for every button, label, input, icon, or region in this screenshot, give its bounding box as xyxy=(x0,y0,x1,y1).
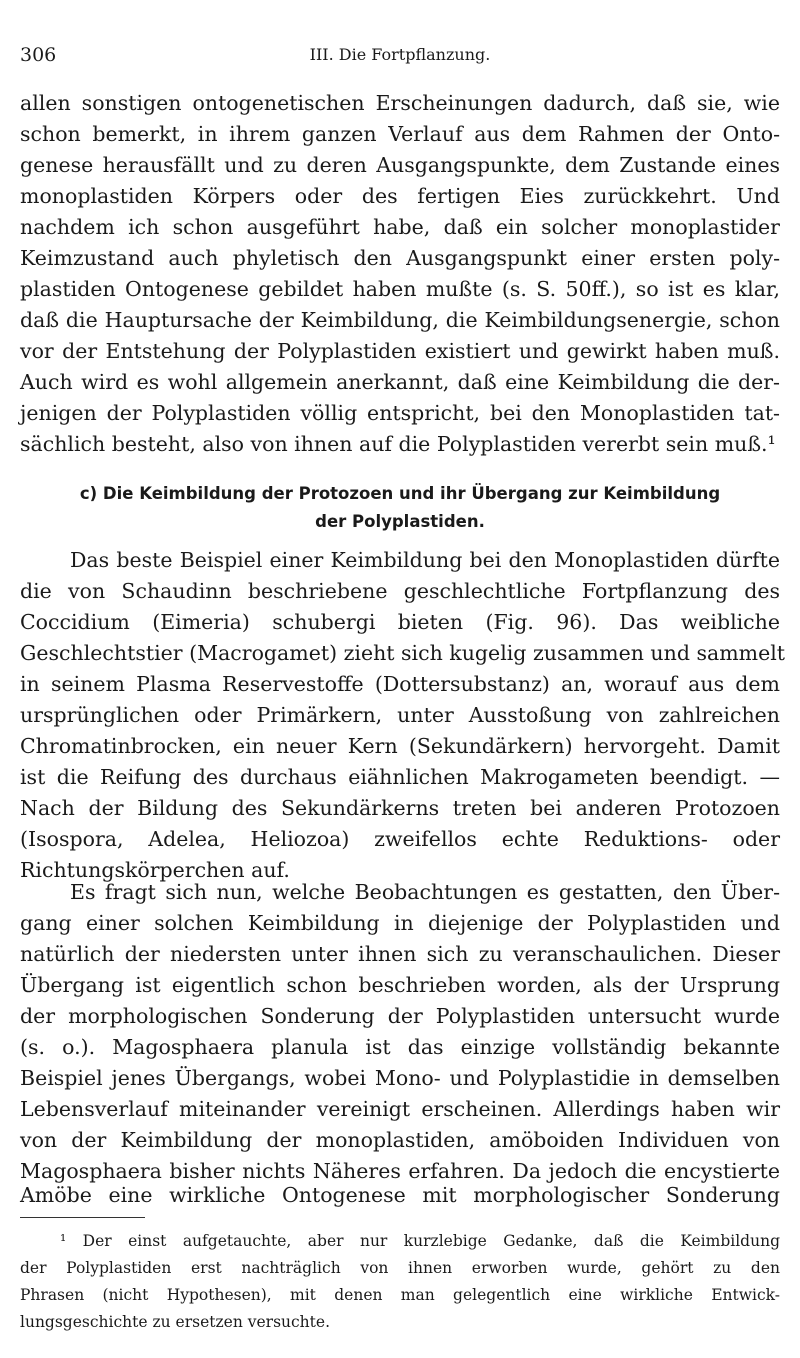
text-line: plastiden Ontogenese gebildet haben mußte (s. S. 50ff.), so ist es klar, xyxy=(20,277,780,301)
text-line: nachdem ich schon ausgeführt habe, daß ein solcher monoplastider xyxy=(20,215,780,239)
text-line: ursprünglichen oder Primärkern, unter Ausstoßung von zahlreichen xyxy=(20,703,780,727)
text-line: Beispiel jenes Übergangs, wobei Mono- und Polyplastidie in demselben xyxy=(20,1066,780,1090)
text-line: Lebensverlauf miteinander vereinigt erscheinen. Allerdings haben wir xyxy=(20,1097,780,1121)
text-line: Magosphaera bisher nichts Näheres erfahren. Da jedoch die encystierte xyxy=(20,1159,780,1183)
footnote-line: Phrasen (nicht Hypothesen), mit denen man gelegentlich eine wirkliche Entwick- xyxy=(20,1286,780,1304)
text-line: daß die Hauptursache der Keimbildung, die Keimbildungsenergie, schon xyxy=(20,308,780,332)
footnote-line: ¹ Der einst aufgetauchte, aber nur kurzlebige Gedanke, daß die Keimbildung xyxy=(60,1232,780,1250)
text-line: Chromatinbrocken, ein neuer Kern (Sekundärkern) hervorgeht. Damit xyxy=(20,734,780,758)
text-line: Richtungskörperchen auf. xyxy=(20,858,290,882)
text-line: die von Schaudinn beschriebene geschlechtliche Fortpflanzung des xyxy=(20,579,780,603)
text-line: Keimzustand auch phyletisch den Ausgangspunkt einer ersten poly- xyxy=(20,246,780,270)
text-line: allen sonstigen ontogenetischen Erscheinungen dadurch, daß sie, wie xyxy=(20,91,780,115)
footnote-line: lungsgeschichte zu ersetzen versuchte. xyxy=(20,1313,330,1331)
text-line: (Isospora, Adelea, Heliozoa) zweifellos echte Reduktions- oder xyxy=(20,827,780,851)
running-head: III. Die Fortpflanzung. xyxy=(309,45,491,64)
section-heading-line: c) Die Keimbildung der Protozoen und ihr Übergang zur Keimbildung xyxy=(79,484,721,503)
text-line: vor der Entstehung der Polyplastiden existiert und gewirkt haben muß. xyxy=(20,339,780,363)
text-line: Amöbe eine wirkliche Ontogenese mit morphologischer Sonderung xyxy=(20,1183,780,1207)
footnote-line: der Polyplastiden erst nachträglich von ihnen erworben wurde, gehört zu den xyxy=(20,1259,780,1277)
page-header xyxy=(20,42,780,68)
text-line: ist die Reifung des durchaus eiähnlichen Makrogameten beendigt. — xyxy=(20,765,780,789)
text-line: der morphologischen Sonderung der Polyplastiden untersucht wurde xyxy=(20,1004,780,1028)
text-line: gang einer solchen Keimbildung in diejenige der Polyplastiden und xyxy=(20,911,780,935)
text-line: Es fragt sich nun, welche Beobachtungen es gestatten, den Über- xyxy=(70,880,780,904)
text-line: Nach der Bildung des Sekundärkerns treten bei anderen Protozoen xyxy=(20,796,780,820)
text-line: in seinem Plasma Reservestoffe (Dottersubstanz) an, worauf aus dem xyxy=(20,672,780,696)
text-line: genese herausfällt und zu deren Ausgangspunkte, dem Zustande eines xyxy=(20,153,780,177)
text-line: monoplastiden Körpers oder des fertigen Eies zurückkehrt. Und xyxy=(20,184,780,208)
text-line: (s. o.). Magosphaera planula ist das einzige vollständig bekannte xyxy=(20,1035,780,1059)
footnote-divider xyxy=(20,1217,145,1218)
text-line: jenigen der Polyplastiden völlig entspricht, bei den Monoplastiden tat- xyxy=(20,401,780,425)
text-line: schon bemerkt, in ihrem ganzen Verlauf aus dem Rahmen der Onto- xyxy=(20,122,780,146)
text-line: Geschlechtstier (Macrogamet) zieht sich kugelig zusammen und sammelt xyxy=(20,641,786,665)
section-heading-line: der Polyplastiden. xyxy=(315,512,485,531)
text-line: von der Keimbildung der monoplastiden, amöboiden Individuen von xyxy=(20,1128,780,1152)
text-line: Auch wird es wohl allgemein anerkannt, daß eine Keimbildung die der- xyxy=(20,370,780,394)
text-line: sächlich besteht, also von ihnen auf die Polyplastiden vererbt sein muß.¹ xyxy=(20,432,776,456)
text-line: Coccidium (Eimeria) schubergi bieten (Fig. 96). Das weibliche xyxy=(20,610,780,634)
text-line: natürlich der niedersten unter ihnen sich zu veranschaulichen. Dieser xyxy=(20,942,780,966)
text-line: Übergang ist eigentlich schon beschrieben worden, als der Ursprung xyxy=(20,973,780,997)
text-line: Das beste Beispiel einer Keimbildung bei den Monoplastiden dürfte xyxy=(70,548,780,572)
page-number: 306 xyxy=(20,44,57,66)
